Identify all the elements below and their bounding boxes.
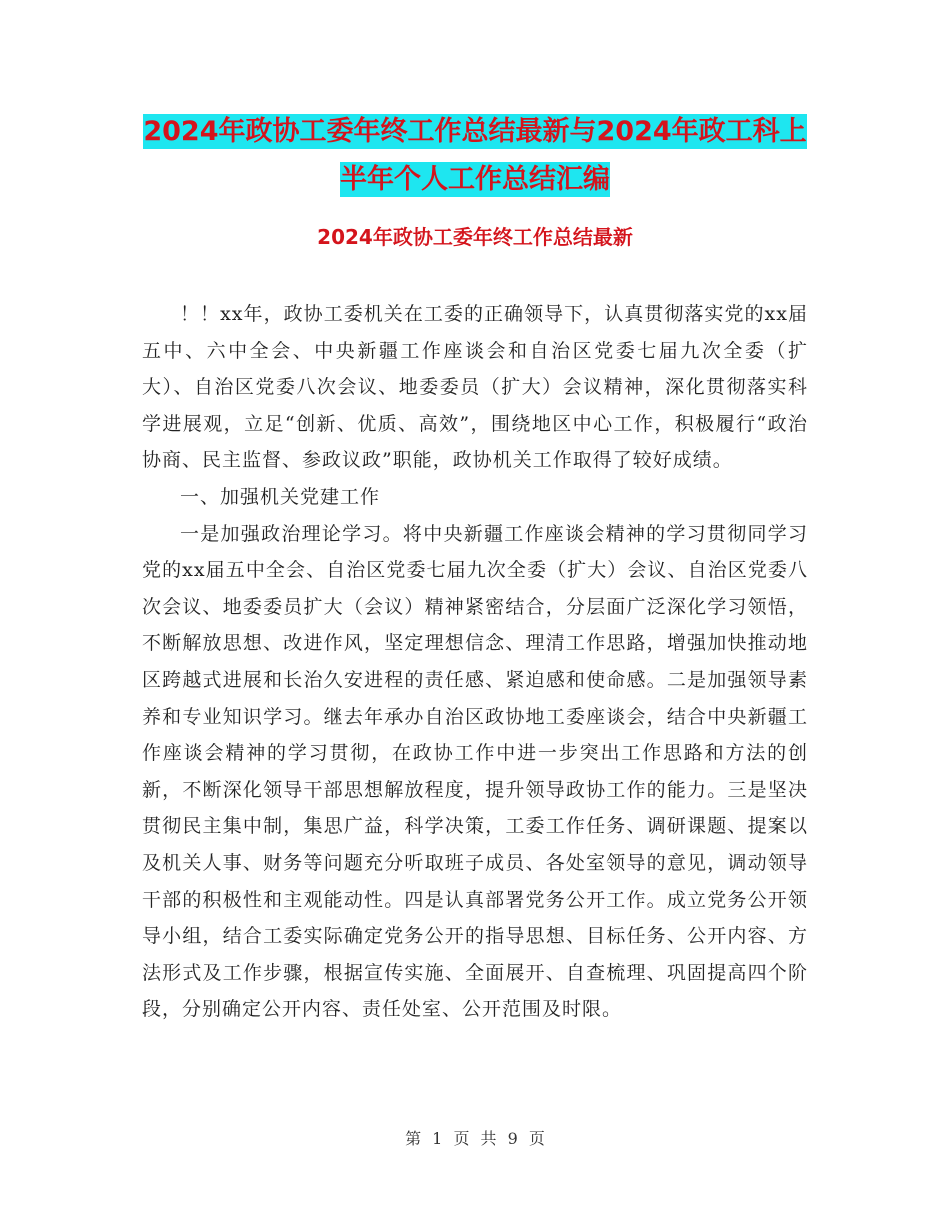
section-title: 2024年政协工委年终工作总结最新 — [317, 225, 633, 249]
paragraph-heading: 一、加强机关党建工作 — [180, 485, 381, 508]
paragraph-intro: ！！xx年，政协工委机关在工委的正确领导下，认真贯彻落实党的xx届五中、六中全会、中央新疆工作座谈会和自治区党委七届九次全委（扩大）、自治区党委八次会议、地委委员（扩大）会议精神，深化贯彻落实科学进展观，立足“创新、优质、高效”，围绕地区中心工作，积极履行“政治协商、民主监督、参政议政”职能，政协机关工作取得了较好成绩。 — [142, 303, 808, 472]
document-title — [0, 108, 950, 204]
document-body — [142, 296, 808, 1028]
title-line-2: 半年个人工作总结汇编 — [340, 164, 610, 195]
page-footer: 第 1 页 共 9 页 — [405, 1129, 545, 1148]
paragraph-party-building: 一是加强政治理论学习。将中央新疆工作座谈会精神的学习贯彻同学习党的xx届五中全会、自治区党委七届九次全委（扩大）会议、自治区党委八次会议、地委委员扩大（会议）精神紧密结合，分层面广泛深化学习领悟，不断解放思想、改进作风，坚定理想信念、理清工作思路，增强加快推动地区跨越式进展和长治久安进程的责任感、紧迫感和使命感。二是加强领导素养和专业知识学习。继去年承办自治区政协地工委座谈会，结合中央新疆工作座谈会精神的学习贯彻，在政协工作中进一步突出工作思路和方法的创新，不断深化领导干部思想解放程度，提升领导政协工作的能力。三是坚决贯彻民主集中制，集思广益，科学决策，工委工作任务、调研课题、提案以及机关人事、财务等问题充分听取班子成员、各处室领导的意见，调动领导干部的积极性和主观能动性。四是认真部署党务公开工作。成立党务公开领导小组，结合工委实际确定党务公开的指导思想、目标任务、公开内容、方法形式及工作步骤，根据宣传实施、全面展开、自查梳理、巩固提高四个阶段，分别确定公开内容、责任处室、公开范围及时限。 — [142, 522, 808, 1021]
title-line-1: 2024年政协工委年终工作总结最新与2024年政工科上 — [143, 116, 807, 147]
